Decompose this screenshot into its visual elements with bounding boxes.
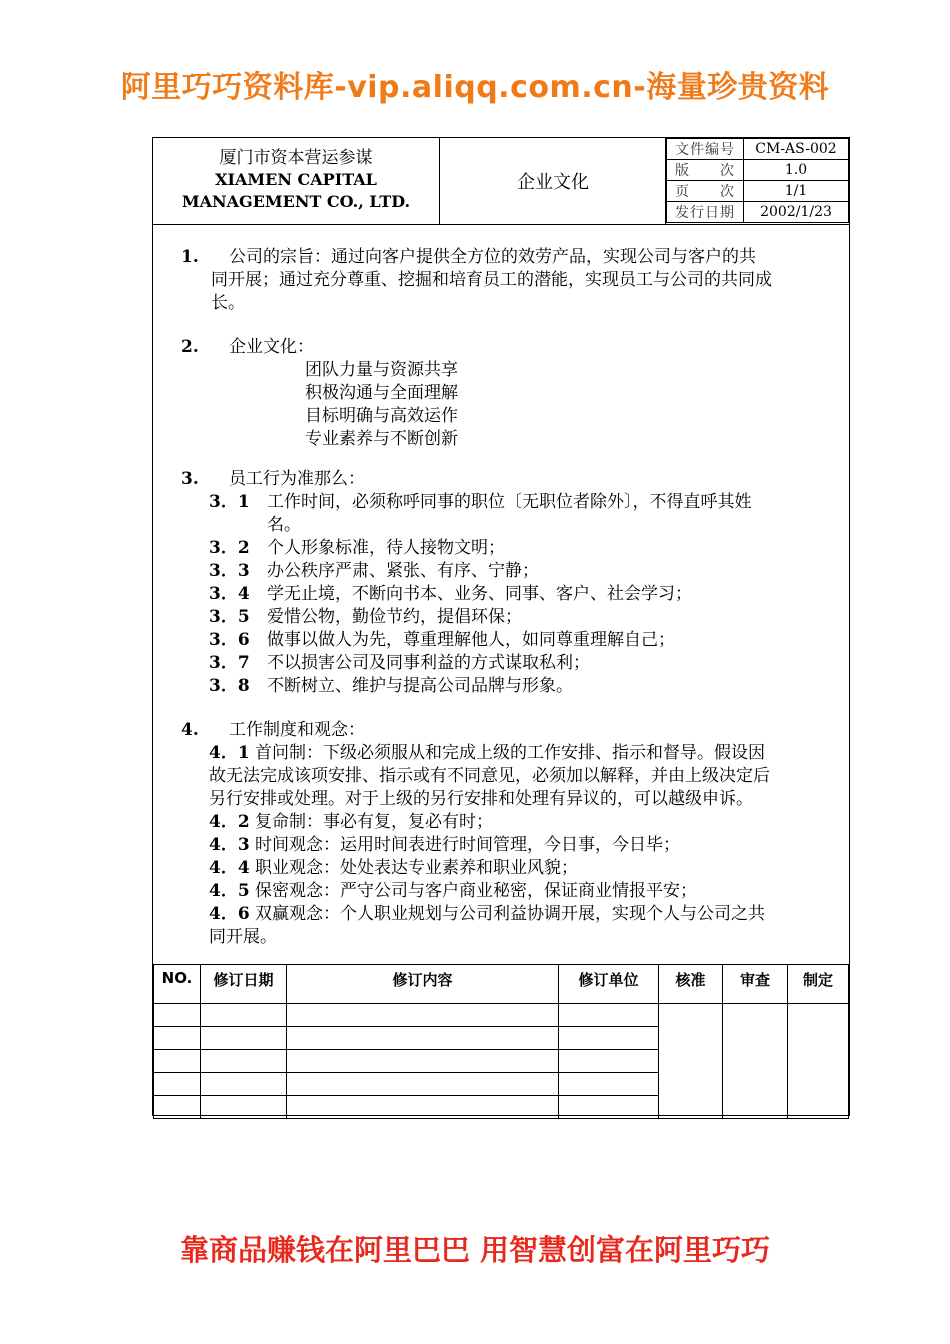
- table-cell: [287, 1050, 559, 1073]
- table-cell: [154, 1004, 201, 1027]
- table-cell: [201, 1073, 287, 1096]
- rule-number: 3．8: [209, 676, 250, 696]
- policy-text: 保密观念：严守公司与客户商业秘密，保证商业情报平安；: [255, 881, 697, 901]
- table-cell: [154, 1050, 201, 1073]
- table-cell: [559, 1027, 659, 1050]
- table-cell: [559, 1050, 659, 1073]
- company-name-cn: 厦门市资本营运参谋: [219, 148, 373, 168]
- culture-item: 专业素养与不断创新: [305, 429, 458, 449]
- meta-key: 版 次: [667, 160, 744, 181]
- rule-text: 名。: [267, 515, 301, 535]
- meta-value: CM-AS-002: [744, 139, 849, 160]
- top-banner: 阿里巧巧资料库-vip.aliqq.com.cn-海量珍贵资料: [120, 70, 830, 105]
- meta-value: 2002/1/23: [744, 202, 849, 223]
- table-cell: [287, 1004, 559, 1027]
- section-1-text: 公司的宗旨：通过向客户提供全方位的效劳产品，实现公司与客户的共: [229, 247, 756, 267]
- table-cell: [287, 1027, 559, 1050]
- bottom-banner: 靠商品赚钱在阿里巴巴 用智慧创富在阿里巧巧: [179, 1233, 771, 1267]
- table-cell: [201, 1050, 287, 1073]
- prepare-cell: [788, 1004, 849, 1119]
- rule-number: 3．7: [209, 653, 250, 673]
- rule-number: 3．6: [209, 630, 250, 650]
- policy-text: 另行安排或处理。对于上级的另行安排和处理有异议的，可以越级申诉。: [209, 789, 753, 809]
- meta-row: [667, 139, 849, 160]
- review-cell: [723, 1004, 788, 1119]
- document-body: [153, 224, 849, 964]
- company-name-en-1: XIAMEN CAPITAL: [215, 170, 377, 189]
- table-cell: [201, 1004, 287, 1027]
- policy-number: 4．3: [209, 835, 250, 855]
- section-1-text: 长。: [211, 293, 245, 313]
- table-cell: [201, 1027, 287, 1050]
- document-form: [152, 137, 850, 1116]
- policy-number: 4．1: [209, 743, 250, 763]
- col-revision-unit: 修订单位: [559, 965, 659, 1004]
- policy-number: 4．5: [209, 881, 250, 901]
- company-name-en-2: MANAGEMENT CO., LTD.: [181, 192, 411, 211]
- rule-text: 不以损害公司及同事利益的方式谋取私利；: [267, 653, 590, 673]
- section-4-number: 4.: [181, 720, 199, 740]
- section-3-number: 3.: [181, 469, 199, 489]
- col-approve: 核准: [659, 965, 723, 1004]
- culture-item: 积极沟通与全面理解: [305, 383, 458, 403]
- meta-value: 1/1: [744, 181, 849, 202]
- policy-number: 4．2: [209, 812, 250, 832]
- policy-text: 复命制：事必有复，复必有时；: [255, 812, 493, 832]
- form-header: [153, 138, 849, 225]
- policy-text: 时间观念：运用时间表进行时间管理，今日事，今日毕；: [255, 835, 680, 855]
- table-cell: [154, 1027, 201, 1050]
- rule-text: 不断树立、维护与提高公司品牌与形象。: [267, 676, 573, 696]
- approve-cell: [659, 1004, 723, 1119]
- policy-text: 双赢观念：个人职业规划与公司利益协调开展，实现个人与公司之共: [255, 904, 765, 924]
- rule-text: 学无止境，不断向书本、业务、同事、客户、社会学习；: [267, 584, 692, 604]
- meta-row: [667, 160, 849, 181]
- rule-number: 3．3: [209, 561, 250, 581]
- table-cell: [154, 1096, 201, 1119]
- section-3-title: 员工行为准那么：: [229, 469, 365, 489]
- section-1-number: 1.: [181, 247, 199, 267]
- policy-text: 职业观念：处处表达专业素养和职业风貌；: [255, 858, 578, 878]
- section-4-title: 工作制度和观念：: [229, 720, 365, 740]
- meta-row: [667, 202, 849, 223]
- rule-number: 3．4: [209, 584, 250, 604]
- rule-text: 做事以做人为先，尊重理解他人，如同尊重理解自己；: [267, 630, 675, 650]
- col-no: NO.: [154, 965, 201, 1004]
- meta-row: [667, 181, 849, 202]
- revision-header-row: [154, 965, 849, 1004]
- policy-text: 首问制：下级必须服从和完成上级的工作安排、指示和督导。假设因: [255, 743, 765, 763]
- col-prepare: 制定: [788, 965, 849, 1004]
- rule-text: 办公秩序严肃、紧张、有序、宁静；: [267, 561, 539, 581]
- revision-row: [154, 1004, 849, 1027]
- section-1-text: 同开展；通过充分尊重、挖掘和培育员工的潜能，实现员工与公司的共同成: [211, 270, 772, 290]
- culture-item: 目标明确与高效运作: [305, 406, 458, 426]
- culture-item: 团队力量与资源共享: [305, 360, 458, 380]
- rule-text: 个人形象标准，待人接物文明；: [267, 538, 505, 558]
- col-revision-content: 修订内容: [287, 965, 559, 1004]
- table-cell: [154, 1073, 201, 1096]
- table-cell: [559, 1073, 659, 1096]
- col-revision-date: 修订日期: [201, 965, 287, 1004]
- policy-text: 同开展。: [209, 927, 277, 947]
- table-cell: [559, 1096, 659, 1119]
- table-cell: [287, 1073, 559, 1096]
- document-title: 企业文化: [441, 138, 666, 224]
- rule-text: 工作时间，必须称呼同事的职位〔无职位者除外〕，不得直呼其姓: [267, 492, 752, 512]
- col-review: 审查: [723, 965, 788, 1004]
- meta-key: 发行日期: [667, 202, 744, 223]
- meta-key: 文件编号: [667, 139, 744, 160]
- policy-text: 故无法完成该项安排、指示或有不同意见，必须加以解释，并由上级决定后: [209, 766, 770, 786]
- table-cell: [287, 1096, 559, 1119]
- rule-number: 3．2: [209, 538, 250, 558]
- policy-number: 4．6: [209, 904, 250, 924]
- meta-value: 1.0: [744, 160, 849, 181]
- document-meta-table: [666, 138, 849, 223]
- section-2-title: 企业文化：: [229, 337, 314, 357]
- rule-number: 3．5: [209, 607, 250, 627]
- table-cell: [201, 1096, 287, 1119]
- rule-number: 3．1: [209, 492, 250, 512]
- revision-table: [153, 964, 849, 1119]
- table-cell: [559, 1004, 659, 1027]
- policy-number: 4．4: [209, 858, 250, 878]
- company-name-block: [153, 138, 440, 224]
- rule-text: 爱惜公物，勤俭节约，提倡环保；: [267, 607, 522, 627]
- section-2-number: 2.: [181, 337, 199, 357]
- meta-key: 页 次: [667, 181, 744, 202]
